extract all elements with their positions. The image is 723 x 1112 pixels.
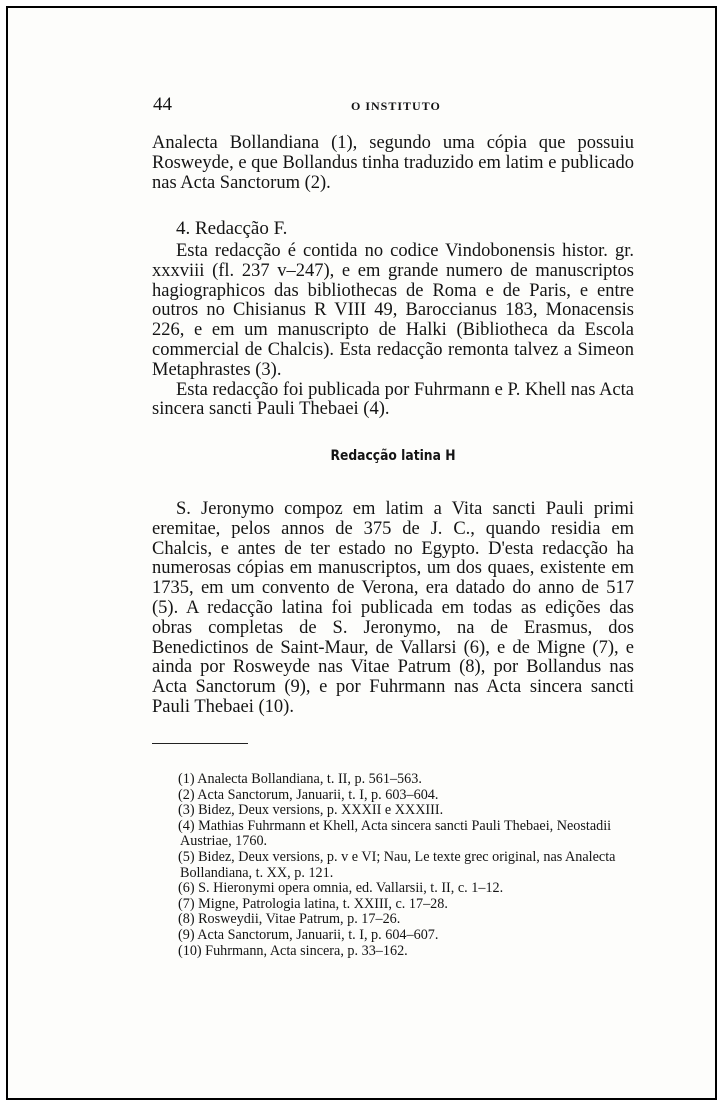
footnote: (3) Bidez, Deux versions, p. XXXII e XXXIII. [178,802,444,819]
footnote: (9) Acta Sanctorum, Januarii, t. I, p. 604–607. [178,926,439,943]
footnote-divider [152,743,248,744]
footnote: (1) Analecta Bollandiana, t. II, p. 561–563. [178,771,422,787]
section-4-body [152,242,634,420]
paragraph: S. Jeronymo compoz em latim a Vita sancti Pauli primi eremitae, pelos annos de 375 de J. C., quando residia em Chalcis, e antes de ter estado no Egypto. D'esta redacção ha numerosas cópias em manuscriptos, um dos quaes, existente em 1735, em um convento de Verona, era datado do anno de 517 (5). A redacção latina foi publicada em todas as edições das obras completas de S. Jeronymo, na de Erasmus, dos Benedictinos de Saint-Maur, de Vallarsi (6), e de Migne (7), e ainda por Rosweyde nas Vitae Patrum (8), por Bollandus nas Acta Sanctorum (9), e por Fuhrmann nas Acta sincera sancti Pauli Thebaei (10). [152,499,634,717]
footnote: (7) Migne, Patrologia latina, t. XXIII, c. 17–28. [178,895,448,912]
section-latina-body [152,500,634,718]
book-page [6,6,717,1100]
footnote: (10) Fuhrmann, Acta sincera, p. 33–162. [178,942,408,959]
page-header [153,94,633,116]
footnote: (4) Mathias Fuhrmann et Khell, Acta sincera sancti Pauli Thebaei, Neostadii Austriae, 1760. [178,817,612,850]
section-heading-4: 4. Redacção F. [176,218,288,239]
paragraph: Analecta Bollandiana (1), segundo uma cópia que possuiu Rosweyde, e que Bollandus tinha traduzido em latim e publicado nas Acta Sanctorum (2). [152,133,634,193]
footnote: (6) S. Hieronymi opera omnia, ed. Vallarsii, t. II, c. 1–12. [178,880,504,897]
paragraph: Esta redacção é contida no codice Vindobonensis histor. gr. xxxviii (fl. 237 v–247), e em grande numero de manuscriptos hagiographicos das bibliothecas de Roma e de Paris, e entre outros no Chisianus R VIII 49, Baroccianus 183, Monacensis 226, e em um manuscripto de Halki (Bibliotheca da Escola commercial de Chalcis). Esta redacção remonta talvez a Simeon Metaphrastes (3). [152,241,634,380]
section-title-latina: Redacção latina H [330,448,456,464]
footnote: (8) Rosweydii, Vitae Patrum, p. 17–26. [178,911,401,928]
paragraph-continuation [152,134,634,193]
page-number: 44 [153,94,172,115]
footnote: (2) Acta Sanctorum, Januarii, t. I, p. 603–604. [178,786,439,803]
running-title: O INSTITUTO [351,99,441,113]
footnotes [152,772,634,959]
footnote: (5) Bidez, Deux versions, p. v e VI; Nau, Le texte grec original, nas Analecta Bollandiana, t. XX, p. 121. [178,848,616,881]
paragraph: Esta redacção foi publicada por Fuhrmann e P. Khell nas Acta sincera sancti Pauli Thebaei (4). [152,379,634,420]
